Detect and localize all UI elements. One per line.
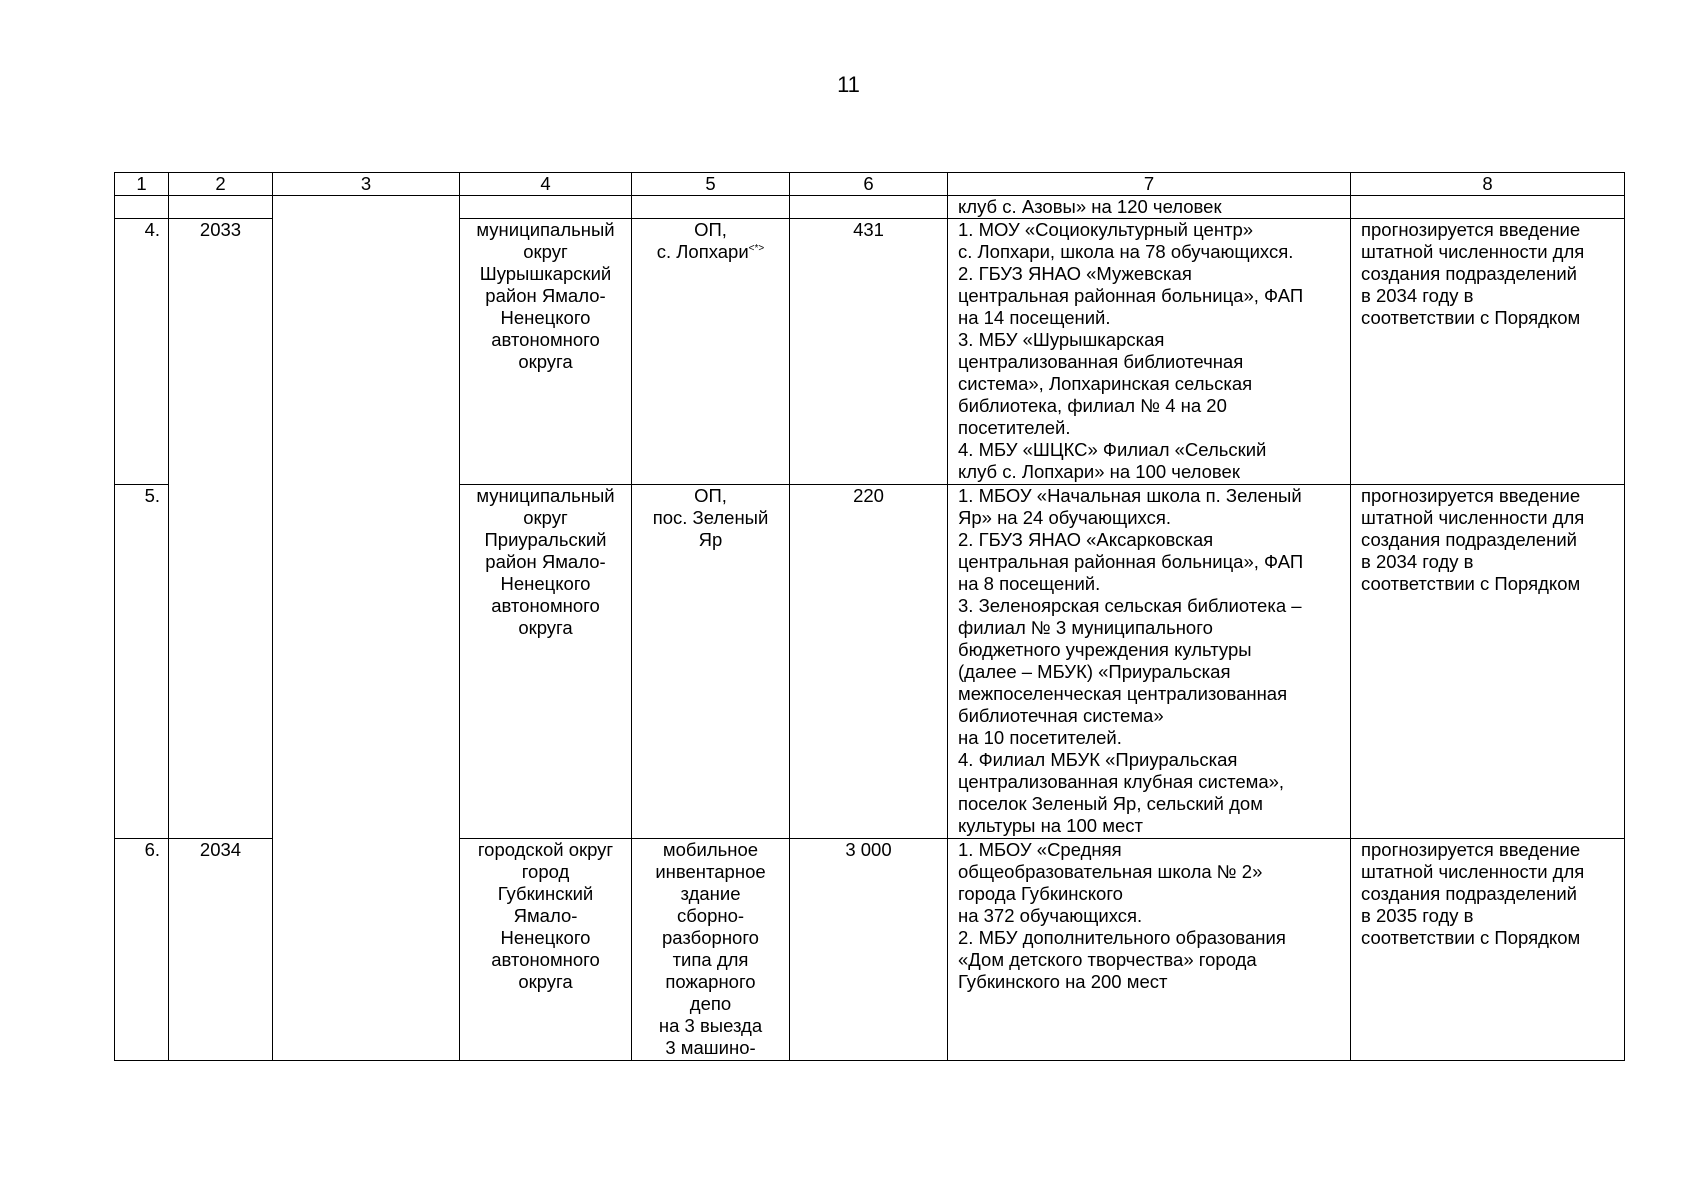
schedule-table	[114, 172, 1625, 1061]
row-number: 4.	[115, 219, 169, 485]
cell-empty	[1351, 196, 1625, 219]
value-cell: 220	[790, 485, 948, 839]
object-cell: мобильное инвентарное здание сборно- разборного типа для пожарного депо на 3 выезда 3 машино-	[632, 839, 790, 1061]
column-header: 1	[115, 173, 169, 196]
page-number: 11	[837, 72, 860, 97]
municipality-cell: муниципальный округ Приуральский район Ямало- Ненецкого автономного округа	[460, 485, 632, 839]
row-number: 5.	[115, 485, 169, 839]
year-cell: 2034	[169, 839, 273, 1061]
cell-empty	[169, 196, 273, 219]
note-cell: прогнозируется введение штатной численности для создания подразделений в 2035 году в соответствии с Порядком	[1351, 839, 1625, 1061]
note-cell: прогнозируется введение штатной численности для создания подразделений в 2034 году в соответствии с Порядком	[1351, 219, 1625, 485]
footnote-marker: <*>	[748, 242, 765, 254]
header-row	[115, 173, 1625, 196]
year-cell: 2033	[169, 219, 273, 839]
column-header: 3	[273, 173, 460, 196]
facilities-cell: клуб с. Азовы» на 120 человек	[948, 196, 1351, 219]
object-cell: ОП, пос. Зеленый Яр	[632, 485, 790, 839]
column-header: 2	[169, 173, 273, 196]
municipality-cell: муниципальный округ Шурышкарский район Ямало- Ненецкого автономного округа	[460, 219, 632, 485]
cell-empty	[790, 196, 948, 219]
value-cell: 431	[790, 219, 948, 485]
column-header: 7	[948, 173, 1351, 196]
column-header: 5	[632, 173, 790, 196]
object-text: ОП, с. Лопхари	[656, 219, 749, 262]
column-header: 6	[790, 173, 948, 196]
column-header: 8	[1351, 173, 1625, 196]
cell-empty	[460, 196, 632, 219]
column-header: 4	[460, 173, 632, 196]
cell-empty	[115, 196, 169, 219]
column-3-merged-cell	[273, 196, 460, 1061]
note-cell: прогнозируется введение штатной численности для создания подразделений в 2034 году в соответствии с Порядком	[1351, 485, 1625, 839]
object-cell	[632, 219, 790, 485]
row-number: 6.	[115, 839, 169, 1061]
municipality-cell: городской округ город Губкинский Ямало- Ненецкого автономного округа	[460, 839, 632, 1061]
continuation-row	[115, 196, 1625, 219]
facilities-cell: 1. МБОУ «Средняя общеобразовательная школа № 2» города Губкинского на 372 обучающихся. 2. МБУ дополнительного образования «Дом детского творчества» города Губкинского на 200 мест	[948, 839, 1351, 1061]
facilities-cell: 1. МБОУ «Начальная школа п. Зеленый Яр» на 24 обучающихся. 2. ГБУЗ ЯНАО «Аксарковская центральная районная больница», ФАП на 8 посещений. 3. Зеленоярская сельская библиотека – филиал № 3 муниципального бюджетного учреждения культуры (далее – МБУК) «Приуральская межпоселенческая централизованная библиотечная система» на 10 посетителей. 4. Филиал МБУК «Приуральская централизованная клубная система», поселок Зеленый Яр, сельский дом культуры на 100 мест	[948, 485, 1351, 839]
cell-empty	[632, 196, 790, 219]
value-cell: 3 000	[790, 839, 948, 1061]
facilities-cell: 1. МОУ «Социокультурный центр» с. Лопхари, школа на 78 обучающихся. 2. ГБУЗ ЯНАО «Мужевская центральная районная больница», ФАП на 14 посещений. 3. МБУ «Шурышкарская централизованная библиотечная система», Лопхаринская сельская библиотека, филиал № 4 на 20 посетителей. 4. МБУ «ШЦКС» Филиал «Сельский клуб с. Лопхари» на 100 человек	[948, 219, 1351, 485]
